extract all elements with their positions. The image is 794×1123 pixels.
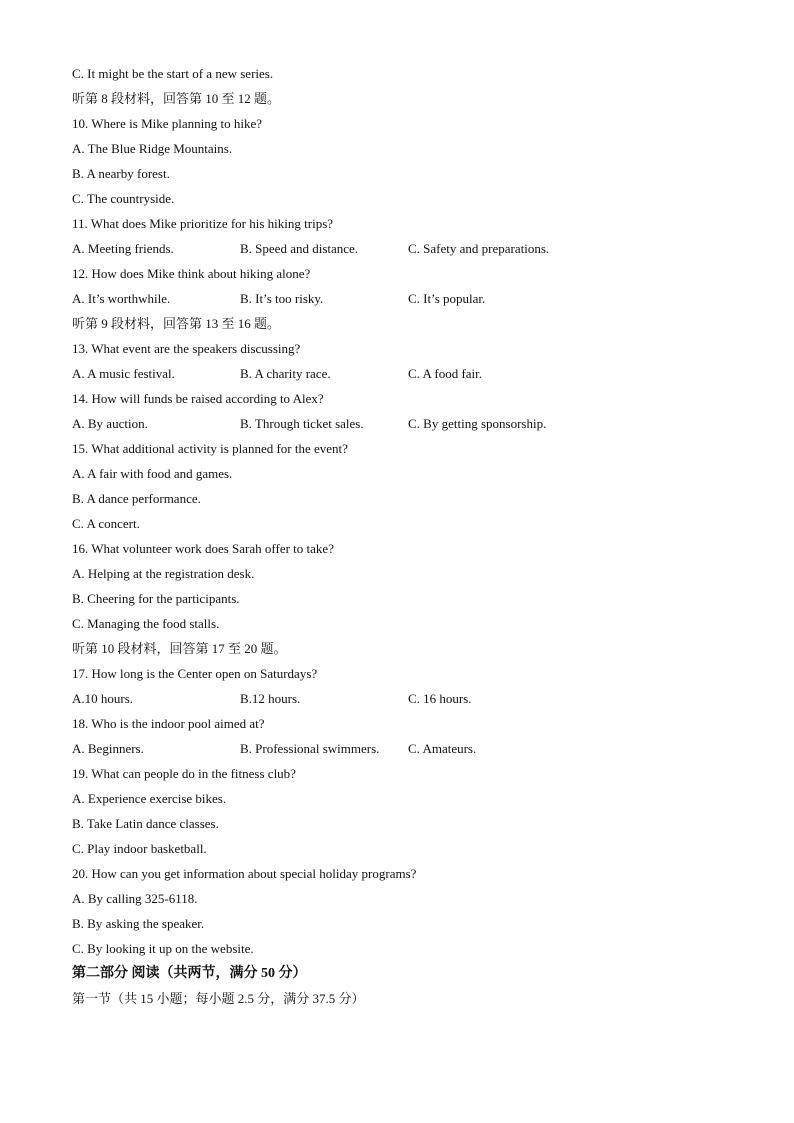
text-line: 听第 8 段材料，回答第 10 至 12 题。: [72, 91, 281, 106]
option-a: A. It’s worthwhile.: [72, 291, 171, 306]
option-b: B. It’s too risky.: [240, 291, 324, 306]
option-row: [72, 286, 732, 311]
text-line: C. The countryside.: [72, 191, 175, 206]
text-line: B. A nearby forest.: [72, 166, 170, 181]
option-c: C. 16 hours.: [408, 691, 472, 706]
option-c: C. By getting sponsorship.: [408, 416, 547, 431]
text-line: A. Experience exercise bikes.: [72, 791, 227, 806]
option-a: A. By auction.: [72, 416, 148, 431]
part-heading: 第二部分 阅读（共两节，满分 50 分）: [72, 966, 307, 981]
option-c: C. Safety and preparations.: [408, 241, 550, 256]
option-c: C. Amateurs.: [408, 741, 477, 756]
text-line: A. The Blue Ridge Mountains.: [72, 141, 233, 156]
option-b: B. Through ticket sales.: [240, 416, 364, 431]
text-line: 17. How long is the Center open on Saturdays?: [72, 666, 318, 681]
option-row: [72, 736, 732, 761]
text-line: B. A dance performance.: [72, 491, 201, 506]
text-line: 12. How does Mike think about hiking alone?: [72, 266, 311, 281]
text-line: B. By asking the speaker.: [72, 916, 205, 931]
text-line: C. By looking it up on the website.: [72, 941, 254, 956]
text-line: C. It might be the start of a new series.: [72, 66, 274, 81]
text-line: A. A fair with food and games.: [72, 466, 233, 481]
text-line: 11. What does Mike prioritize for his hiking trips?: [72, 216, 334, 231]
option-b: B. A charity race.: [240, 366, 331, 381]
text-line: C. A concert.: [72, 516, 140, 531]
text-line: 15. What additional activity is planned for the event?: [72, 441, 348, 456]
option-b: B. Professional swimmers.: [240, 741, 380, 756]
option-row: [72, 686, 732, 711]
section-heading: 第一节（共 15 小题；每小题 2.5 分，满分 37.5 分）: [72, 991, 365, 1006]
text-line: 听第 9 段材料，回答第 13 至 16 题。: [72, 316, 281, 331]
text-line: 18. Who is the indoor pool aimed at?: [72, 716, 265, 731]
text-line: 听第 10 段材料，回答第 17 至 20 题。: [72, 641, 287, 656]
option-c: C. A food fair.: [408, 366, 483, 381]
text-line: 20. How can you get information about special holiday programs?: [72, 866, 417, 881]
option-a: A.10 hours.: [72, 691, 134, 706]
text-line: A. Helping at the registration desk.: [72, 566, 255, 581]
option-b: B. Speed and distance.: [240, 241, 359, 256]
text-line: 16. What volunteer work does Sarah offer to take?: [72, 541, 334, 556]
option-b: B.12 hours.: [240, 691, 301, 706]
option-a: A. Meeting friends.: [72, 241, 174, 256]
text-line: 14. How will funds be raised according to Alex?: [72, 391, 324, 406]
document-page: [72, 61, 732, 1011]
option-row: [72, 411, 732, 436]
text-line: 13. What event are the speakers discussing?: [72, 341, 301, 356]
text-line: C. Play indoor basketball.: [72, 841, 207, 856]
option-row: [72, 361, 732, 386]
option-a: A. A music festival.: [72, 366, 175, 381]
text-line: 19. What can people do in the fitness club?: [72, 766, 296, 781]
option-a: A. Beginners.: [72, 741, 144, 756]
text-line: C. Managing the food stalls.: [72, 616, 220, 631]
text-line: B. Take Latin dance classes.: [72, 816, 219, 831]
text-line: B. Cheering for the participants.: [72, 591, 240, 606]
text-line: 10. Where is Mike planning to hike?: [72, 116, 263, 131]
option-row: [72, 236, 732, 261]
text-line: A. By calling 325-6118.: [72, 891, 198, 906]
option-c: C. It’s popular.: [408, 291, 486, 306]
